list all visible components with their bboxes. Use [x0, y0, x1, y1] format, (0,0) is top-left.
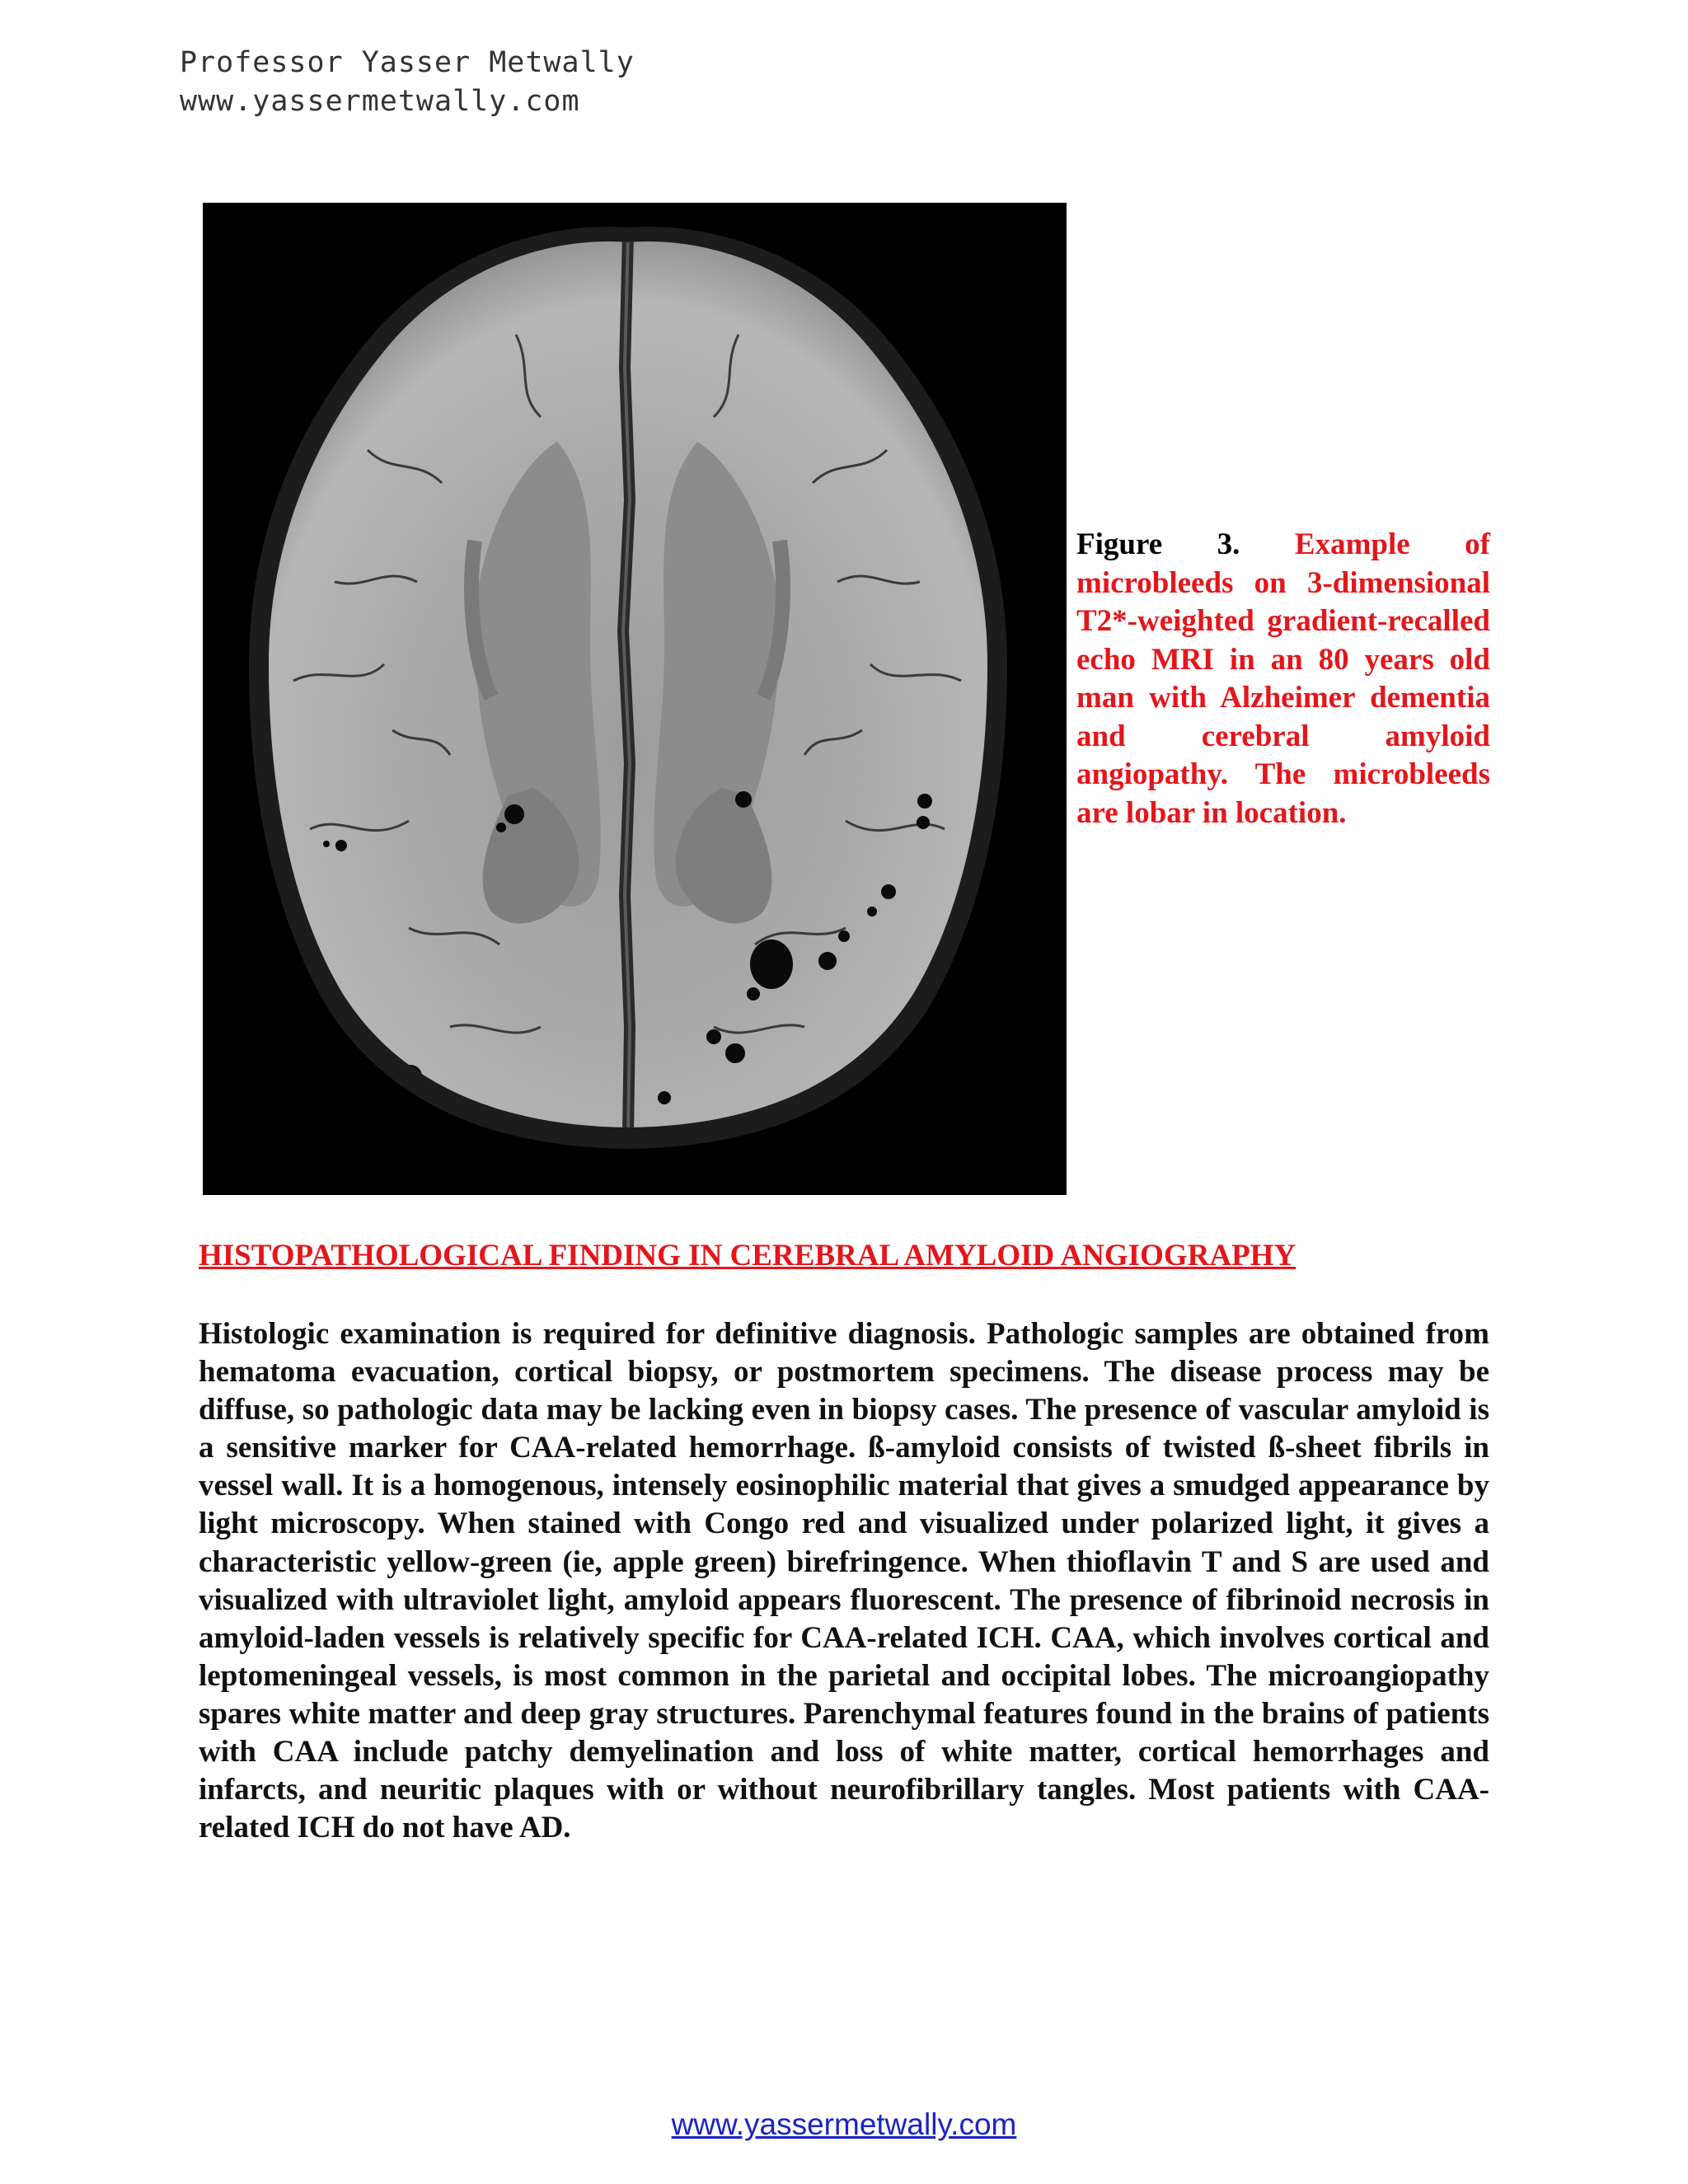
header-author: Professor Yasser Metwally [180, 46, 635, 79]
header-website: www.yassermetwally.com [180, 85, 580, 118]
figure-label: Figure 3. [1076, 527, 1240, 561]
mri-brain-image [203, 203, 1067, 1195]
body-paragraph: Histologic examination is required for definitive diagnosis. Pathologic samples are obtained from hematoma evacuation, cortical biopsy, or postmortem specimens. The disease process may be diffuse, so pathologic data may be lacking even in biopsy cases. The presence of vascular amyloid is a sensitive marker for CAA-related hemorrhage. ß-amyloid consists of twisted ß-sheet fibrils in vessel wall. It is a homogenous, intensely eosinophilic material that gives a smudged appearance by light microscopy. When stained with Congo red and visualized under polarized light, it gives a characteristic yellow-green (ie, apple green) birefringence. When thioflavin T and S are used and visualized with ultraviolet light, amyloid appears fluorescent. The presence of fibrinoid necrosis in amyloid-laden vessels is relatively specific for CAA-related ICH. CAA, which involves cortical and leptomeningeal vessels, is most common in the parietal and occipital lobes. The microangiopathy spares white matter and deep gray structures. Parenchymal features found in the brains of patients with CAA include patchy demyelination and loss of white matter, cortical hemorrhages and infarcts, and neuritic plaques with or without neurofibrillary tangles. Most patients with CAA-related ICH do not have AD. [199, 1317, 1489, 1845]
footer-website-link[interactable]: www.yassermetwally.com [671, 2107, 1017, 2141]
section-heading: HISTOPATHOLOGICAL FINDING IN CEREBRAL AMYLOID ANGIOGRAPHY [199, 1239, 1296, 1272]
mri-brain-svg [203, 203, 1067, 1195]
figure-caption [1076, 526, 1490, 832]
figure-caption-text: Example of microbleeds on 3-dimensional T2*-weighted gradient-recalled echo MRI in an 80 years old man with Alzheimer dementia and cerebral amyloid angiopathy. The microbleeds are lobar in location. [1076, 527, 1490, 830]
